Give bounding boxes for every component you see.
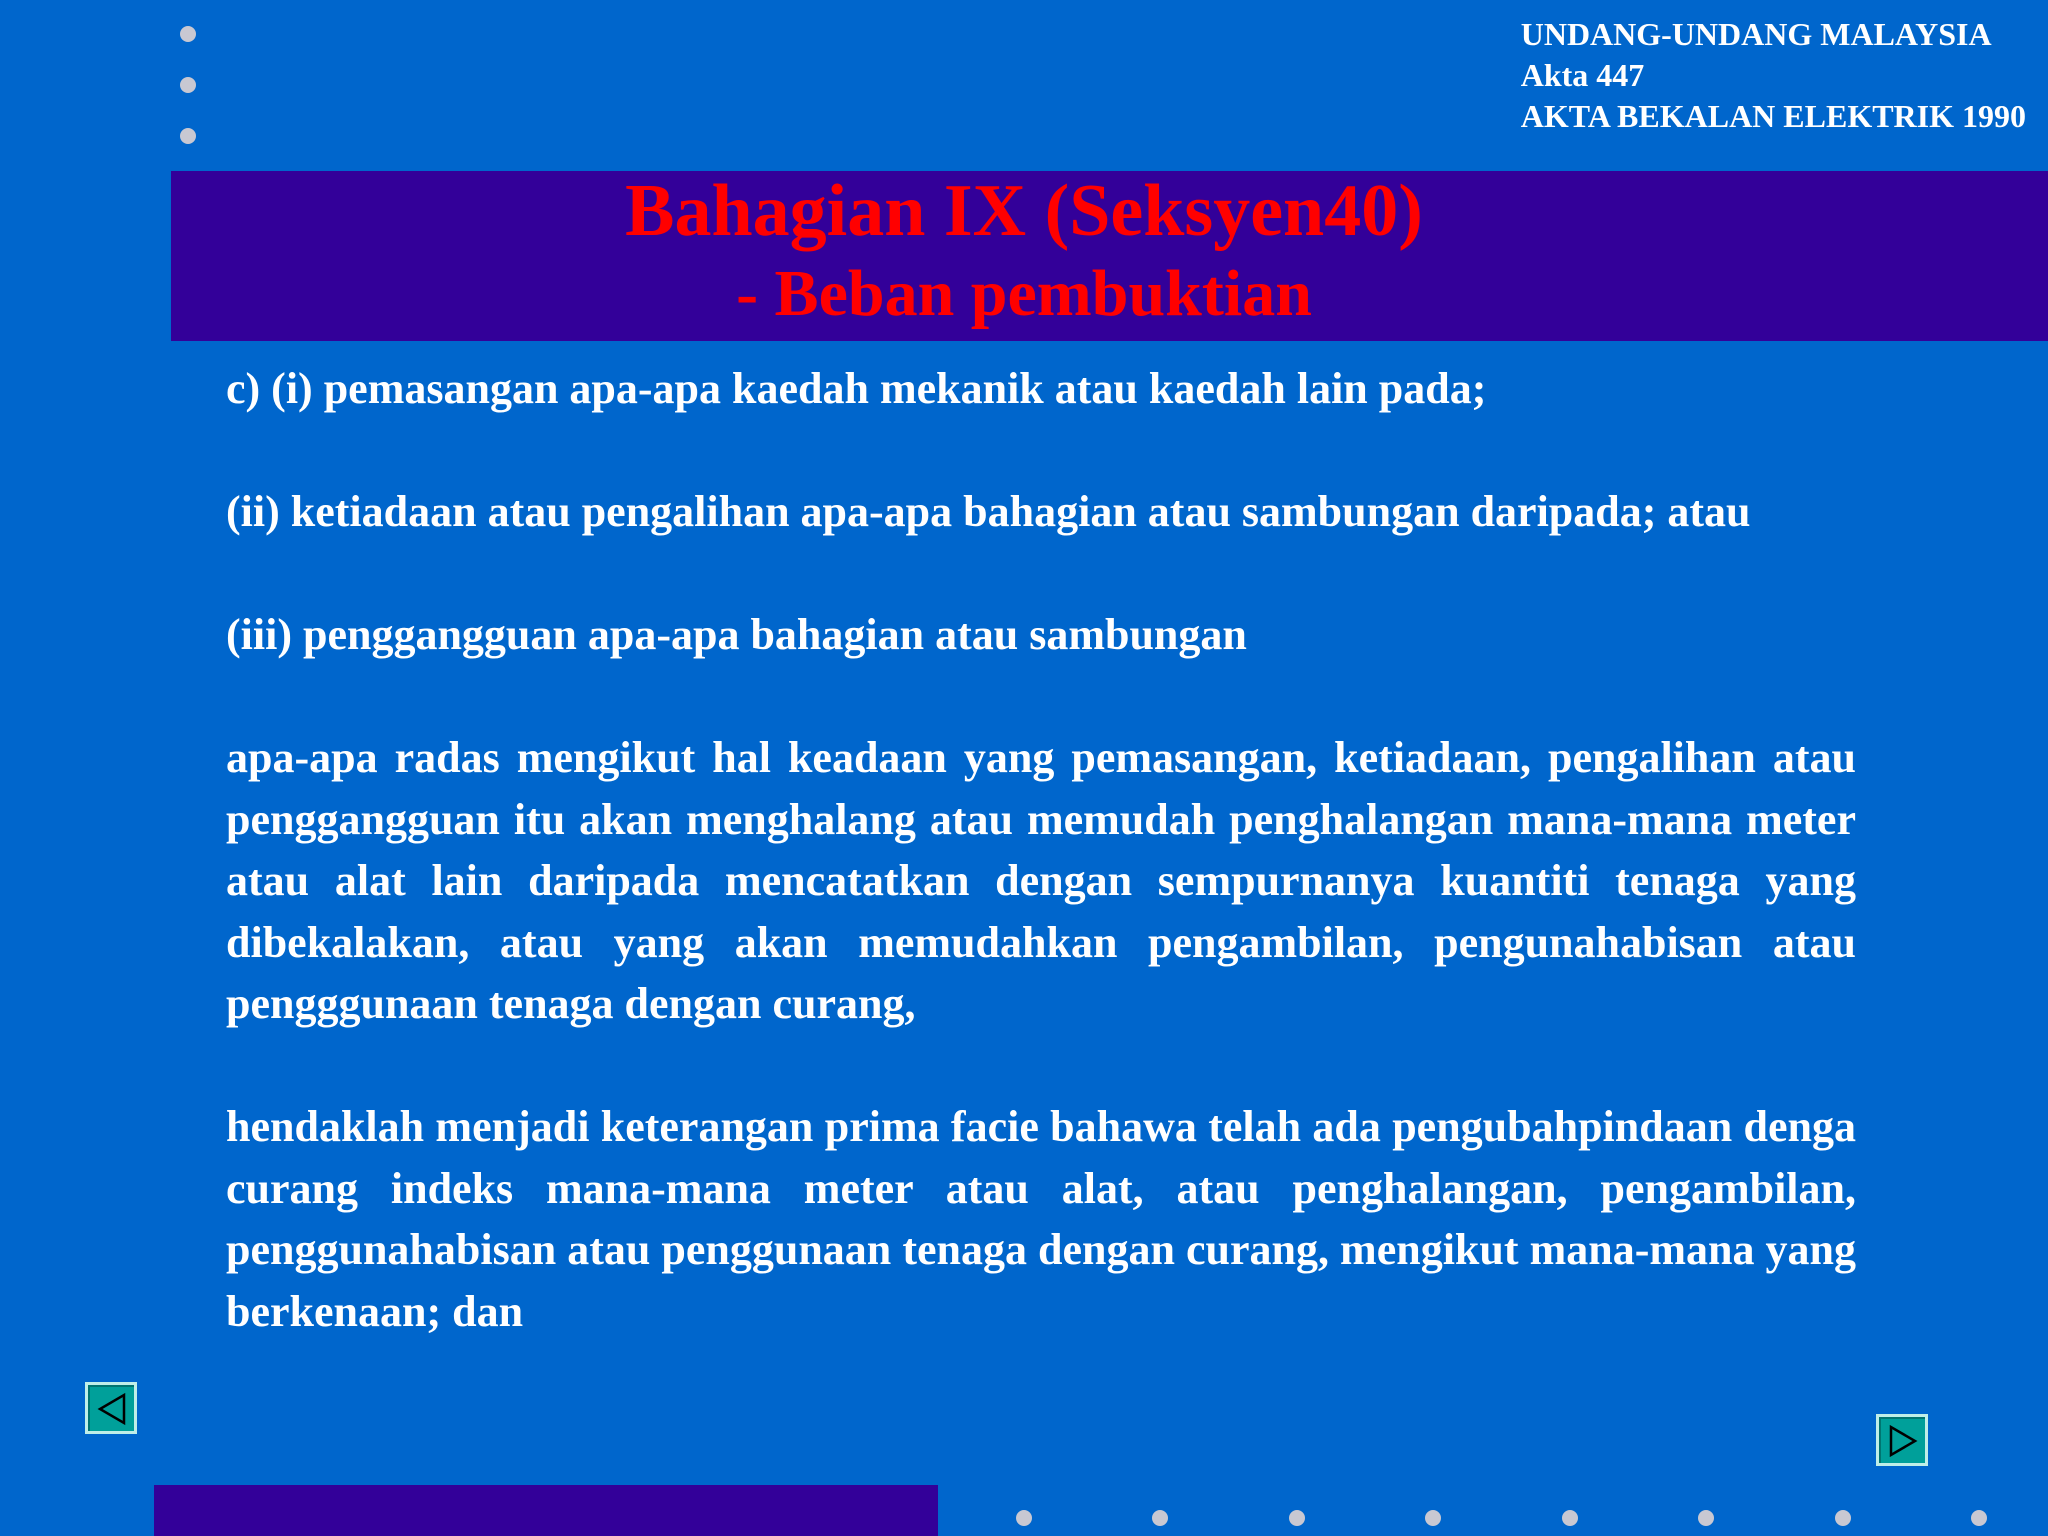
body-paragraph: (ii) ketiadaan atau pengalihan apa-apa bahagian atau sambungan daripada; atau [226,487,1751,536]
bullet-dot [1289,1510,1305,1526]
bullet-dot [180,26,196,42]
bullet-dot [1016,1510,1032,1526]
bullet-dot [1698,1510,1714,1526]
bullet-dot [1971,1510,1987,1526]
bullet-dot [1835,1510,1851,1526]
triangle-left-icon [92,1389,132,1429]
bullet-dot [1425,1510,1441,1526]
body-paragraph: (iii) penggangguan apa-apa bahagian atau sambungan [226,610,1247,659]
bullet-dot [180,77,196,93]
slide-title: Bahagian IX (Seksyen40) [625,170,1423,252]
bullet-dot [1562,1510,1578,1526]
bullet-dot [1152,1510,1168,1526]
body-paragraph: apa-apa radas mengikut hal keadaan yang pemasangan, ketiadaan, pengalihan atau penggangguan itu akan menghalang atau memudah penghalangan mana-mana meter atau alat lain daripada mencatatkan dengan sempurnanya kuantiti tenaga yang dibekalakan, atau yang akan memudahkan pengambilan, pengunahabisan atau pengggunaan tenaga dengan curang, [226,733,1856,1028]
body-paragraph: hendaklah menjadi keterangan prima facie bahawa telah ada pengubahpindaan denga curang indeks mana-mana meter atau alat, atau penghalangan, pengambilan, penggunahabisan atau penggunaan tenaga dengan curang, mengikut mana-mana yang berkenaan; dan [226,1102,1856,1336]
header-line-1: UNDANG-UNDANG MALAYSIA [1520,16,1992,52]
header-line-3: AKTA BEKALAN ELEKTRIK 1990 [1520,98,2026,134]
slide-header [1521,14,2026,137]
previous-slide-button[interactable] [85,1382,137,1434]
slide-body [226,358,1856,1342]
triangle-right-icon [1883,1421,1923,1461]
bottom-band [154,1485,938,1536]
body-paragraph: c) (i) pemasangan apa-apa kaedah mekanik atau kaedah lain pada; [226,364,1487,413]
header-line-2: Akta 447 [1520,57,1645,93]
next-slide-button[interactable] [1876,1414,1928,1466]
bullet-dot [180,128,196,144]
slide-subtitle: - Beban pembuktian [736,257,1312,330]
